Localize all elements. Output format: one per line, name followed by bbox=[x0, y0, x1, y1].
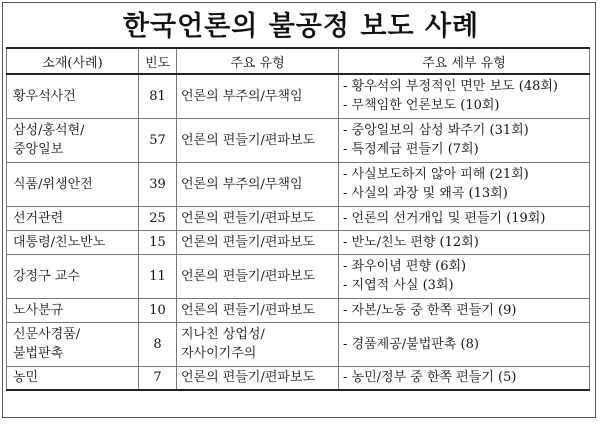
cell-subject-line: 삼성/홍석현/ bbox=[13, 123, 85, 138]
cell-subject-line: 중앙일보 bbox=[13, 142, 64, 157]
cell-type-line: 언론의 편들기/편파보도 bbox=[181, 234, 316, 250]
cell-type bbox=[177, 298, 339, 322]
cell-subject-line: 황우석사건 bbox=[13, 88, 76, 104]
cell-details-line: - 농민/정부 중 한쪽 편들기 (5) bbox=[343, 370, 517, 386]
cell-count: 81 bbox=[139, 74, 177, 118]
cell-type bbox=[177, 322, 339, 366]
cell-subject bbox=[7, 366, 139, 390]
cell-details bbox=[339, 298, 590, 322]
header-type: 주요 유형 bbox=[177, 48, 339, 74]
cell-details bbox=[339, 254, 590, 298]
cell-type-line: 언론의 편들기/편파보도 bbox=[181, 268, 316, 284]
header-details: 주요 세부 유형 bbox=[339, 48, 590, 74]
cell-count: 25 bbox=[139, 206, 177, 230]
case-table bbox=[6, 47, 590, 391]
cell-type-line: 언론의 부주의/무책임 bbox=[181, 176, 303, 192]
cell-count: 8 bbox=[139, 322, 177, 366]
cell-subject bbox=[7, 322, 139, 366]
cell-type-line: 지나친 상업성/ bbox=[181, 327, 265, 342]
header-subject: 소재(사례) bbox=[7, 48, 139, 74]
header-count: 빈도 bbox=[139, 48, 177, 74]
cell-details bbox=[339, 206, 590, 230]
cell-subject bbox=[7, 162, 139, 206]
cell-details-line: - 좌우이념 편향 (6회) bbox=[343, 259, 467, 274]
table-row bbox=[7, 366, 590, 390]
table-row bbox=[7, 74, 590, 118]
table-row bbox=[7, 322, 590, 366]
cell-count: 39 bbox=[139, 162, 177, 206]
cell-details bbox=[339, 366, 590, 390]
cell-details-line: - 언론의 선거개입 및 편들기 (19회) bbox=[343, 210, 546, 226]
cell-details-line: - 황우석의 부정적인 면만 보도 (48회) bbox=[343, 79, 558, 95]
cell-subject-line: 선거관련 bbox=[13, 210, 64, 226]
cell-type-line: 언론의 편들기/편파보도 bbox=[181, 132, 316, 148]
cell-count: 7 bbox=[139, 366, 177, 390]
cell-subject-line: 노사분규 bbox=[13, 302, 64, 318]
cell-details-line: - 자본/노동 중 한쪽 편들기 (9) bbox=[343, 302, 517, 318]
cell-type bbox=[177, 162, 339, 206]
cell-count: 11 bbox=[139, 254, 177, 298]
table-row bbox=[7, 230, 590, 254]
cell-subject bbox=[7, 298, 139, 322]
table-row bbox=[7, 162, 590, 206]
cell-details-line: - 사실의 과장 및 왜곡 (13회) bbox=[343, 186, 508, 201]
cell-subject bbox=[7, 254, 139, 298]
cell-subject-line: 대통령/친노반노 bbox=[13, 234, 106, 250]
table-row bbox=[7, 254, 590, 298]
cell-subject-line: 불법판촉 bbox=[13, 346, 64, 361]
cell-details-line: - 사실보도하지 않아 피해 (21회) bbox=[343, 167, 529, 182]
cell-count: 10 bbox=[139, 298, 177, 322]
cell-details bbox=[339, 322, 590, 366]
cell-type-line: 언론의 부주의/무책임 bbox=[181, 88, 303, 104]
cell-subject bbox=[7, 74, 139, 118]
cell-details-line: - 무책임한 언론보도 (10회) bbox=[343, 98, 500, 114]
cell-details bbox=[339, 230, 590, 254]
table-header-row bbox=[7, 48, 590, 74]
table-row bbox=[7, 206, 590, 230]
cell-details-line: - 경품제공/불법판촉 (8) bbox=[343, 336, 479, 352]
cell-type bbox=[177, 74, 339, 118]
cell-details-line: - 지엽적 사실 (3회) bbox=[343, 278, 454, 293]
cell-type-line: 자사이기주의 bbox=[181, 346, 257, 361]
cell-type-line: 언론의 편들기/편파보도 bbox=[181, 302, 316, 318]
cell-subject-line: 신문사경품/ bbox=[13, 327, 81, 342]
cell-type bbox=[177, 366, 339, 390]
cell-type-line: 언론의 편들기/편파보도 bbox=[181, 370, 316, 386]
cell-subject bbox=[7, 230, 139, 254]
cell-subject bbox=[7, 206, 139, 230]
table-row bbox=[7, 298, 590, 322]
cell-details bbox=[339, 74, 590, 118]
cell-count: 57 bbox=[139, 118, 177, 162]
cell-subject-line: 농민 bbox=[13, 370, 39, 386]
cell-details-line: - 중앙일보의 삼성 봐주기 (31회) bbox=[343, 123, 529, 138]
page-title: 한국언론의 불공정 보도 사례 bbox=[122, 11, 480, 42]
cell-subject-line: 식품/위생안전 bbox=[13, 176, 93, 192]
cell-details bbox=[339, 118, 590, 162]
table-row bbox=[7, 118, 590, 162]
cell-type bbox=[177, 118, 339, 162]
cell-type bbox=[177, 206, 339, 230]
cell-details-line: - 반노/친노 편향 (12회) bbox=[343, 234, 479, 250]
cell-details-line: - 특정계급 편들기 (7회) bbox=[343, 142, 479, 157]
cell-subject-line: 강정구 교수 bbox=[13, 268, 80, 284]
cell-type-line: 언론의 편들기/편파보도 bbox=[181, 210, 316, 226]
cell-details bbox=[339, 162, 590, 206]
cell-count: 15 bbox=[139, 230, 177, 254]
cell-subject bbox=[7, 118, 139, 162]
cell-type bbox=[177, 254, 339, 298]
cell-type bbox=[177, 230, 339, 254]
